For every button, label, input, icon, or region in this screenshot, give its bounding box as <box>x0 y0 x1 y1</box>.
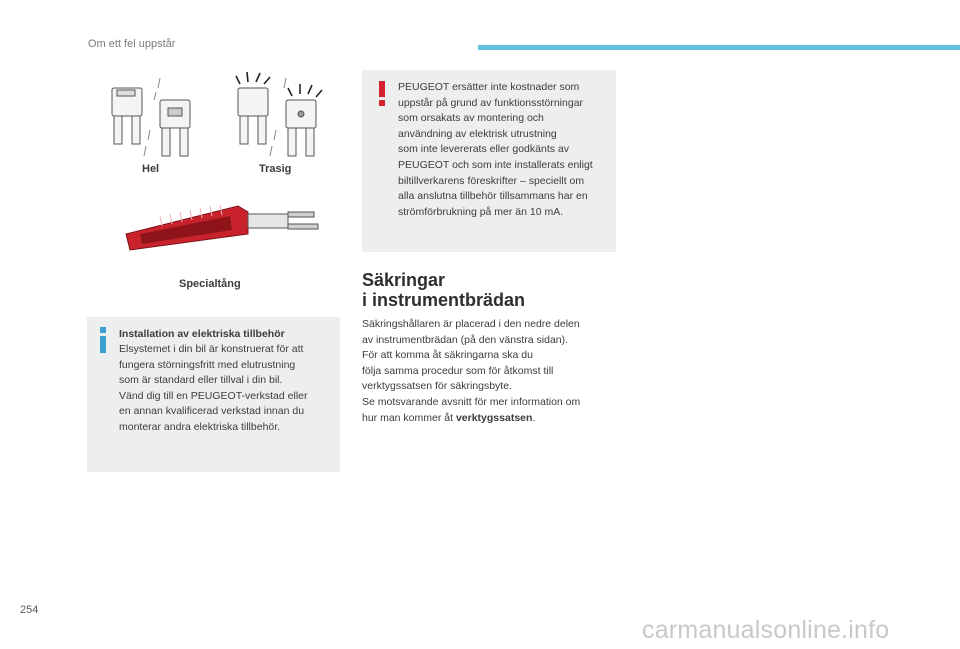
broken-fuse-rear-icon <box>238 88 268 144</box>
info-note-line: fungera störningsfritt med elutrustning <box>119 358 296 371</box>
section-body-line: För att komma åt säkringarna ska du <box>362 349 533 362</box>
warning-note-line: PEUGEOT och som inte installerats enligt <box>398 158 593 171</box>
info-icon <box>100 327 106 353</box>
section-body-line: verktygssatsen för säkringsbyte. <box>362 380 512 393</box>
section-title-line: i instrumentbrädan <box>362 289 526 310</box>
info-note-title: Installation av elektriska tillbehör <box>119 328 285 340</box>
info-note-line: Elsystemet i din bil är konstruerat för att <box>119 343 304 355</box>
header-title: Om ett fel uppstår <box>88 38 176 50</box>
fuse-plier-illustration <box>120 200 320 260</box>
intact-fuse-rear-icon <box>112 88 142 144</box>
warning-note-line: strömförbrukning på mer än 10 mA. <box>398 205 564 218</box>
warning-note-line: uppstår på grund av funktionsstörningar <box>398 96 584 109</box>
warning-note-line: användning av elektrisk utrustning <box>398 127 557 140</box>
section-title <box>362 271 525 310</box>
plier-icon <box>126 205 318 250</box>
plier-caption: Specialtång <box>179 278 241 290</box>
body-text-suffix: . <box>532 411 536 424</box>
warning-note-line: PEUGEOT ersätter inte kostnader som <box>398 81 580 93</box>
section-title-line: Säkringar <box>362 270 446 290</box>
intact-fuse-front-icon <box>160 100 190 156</box>
warning-note-line: alla anslutna tillbehör tillsammans har en <box>398 190 588 203</box>
info-note-line: en annan kvalificerad verkstad innan du <box>119 405 305 418</box>
watermark: carmanualsonline.info <box>642 616 890 644</box>
warning-icon <box>379 81 385 106</box>
fuse-illustration <box>100 70 330 180</box>
page-number: 254 <box>20 604 39 616</box>
fuse-broken-caption: Trasig <box>259 163 292 175</box>
warning-note-box <box>362 70 616 252</box>
section-body-line: följa samma procedur som för åtkomst till <box>362 364 554 377</box>
body-text-prefix: hur man kommer åt <box>362 411 456 424</box>
info-note-line: Vänd dig till en PEUGEOT-verkstad eller <box>119 389 308 402</box>
toolkit-reference: verktygssatsen <box>455 411 533 424</box>
warning-note-line: som orsakats av montering och <box>398 112 544 125</box>
info-note-line: som är standard eller tillval i din bil. <box>119 374 283 387</box>
section-body-line: Säkringshållaren är placerad i den nedre delen <box>362 318 580 330</box>
section-body-line: Se motsvarande avsnitt för mer information om <box>362 395 581 408</box>
header-accent-bar <box>478 45 960 50</box>
section-body-line: av instrumentbrädan (på den vänstra sidan). <box>362 333 569 346</box>
section-body <box>362 317 622 426</box>
fuse-intact-caption: Hel <box>142 163 160 175</box>
info-note-line: monterar andra elektriska tillbehör. <box>119 420 281 433</box>
warning-note-line: biltillverkarens föreskrifter – speciellt om <box>398 174 585 187</box>
info-note-box <box>87 317 340 472</box>
broken-fuse-front-icon <box>286 100 316 156</box>
warning-note-line: som inte levererats eller godkänts av <box>398 143 569 156</box>
section-body-line <box>362 411 622 427</box>
